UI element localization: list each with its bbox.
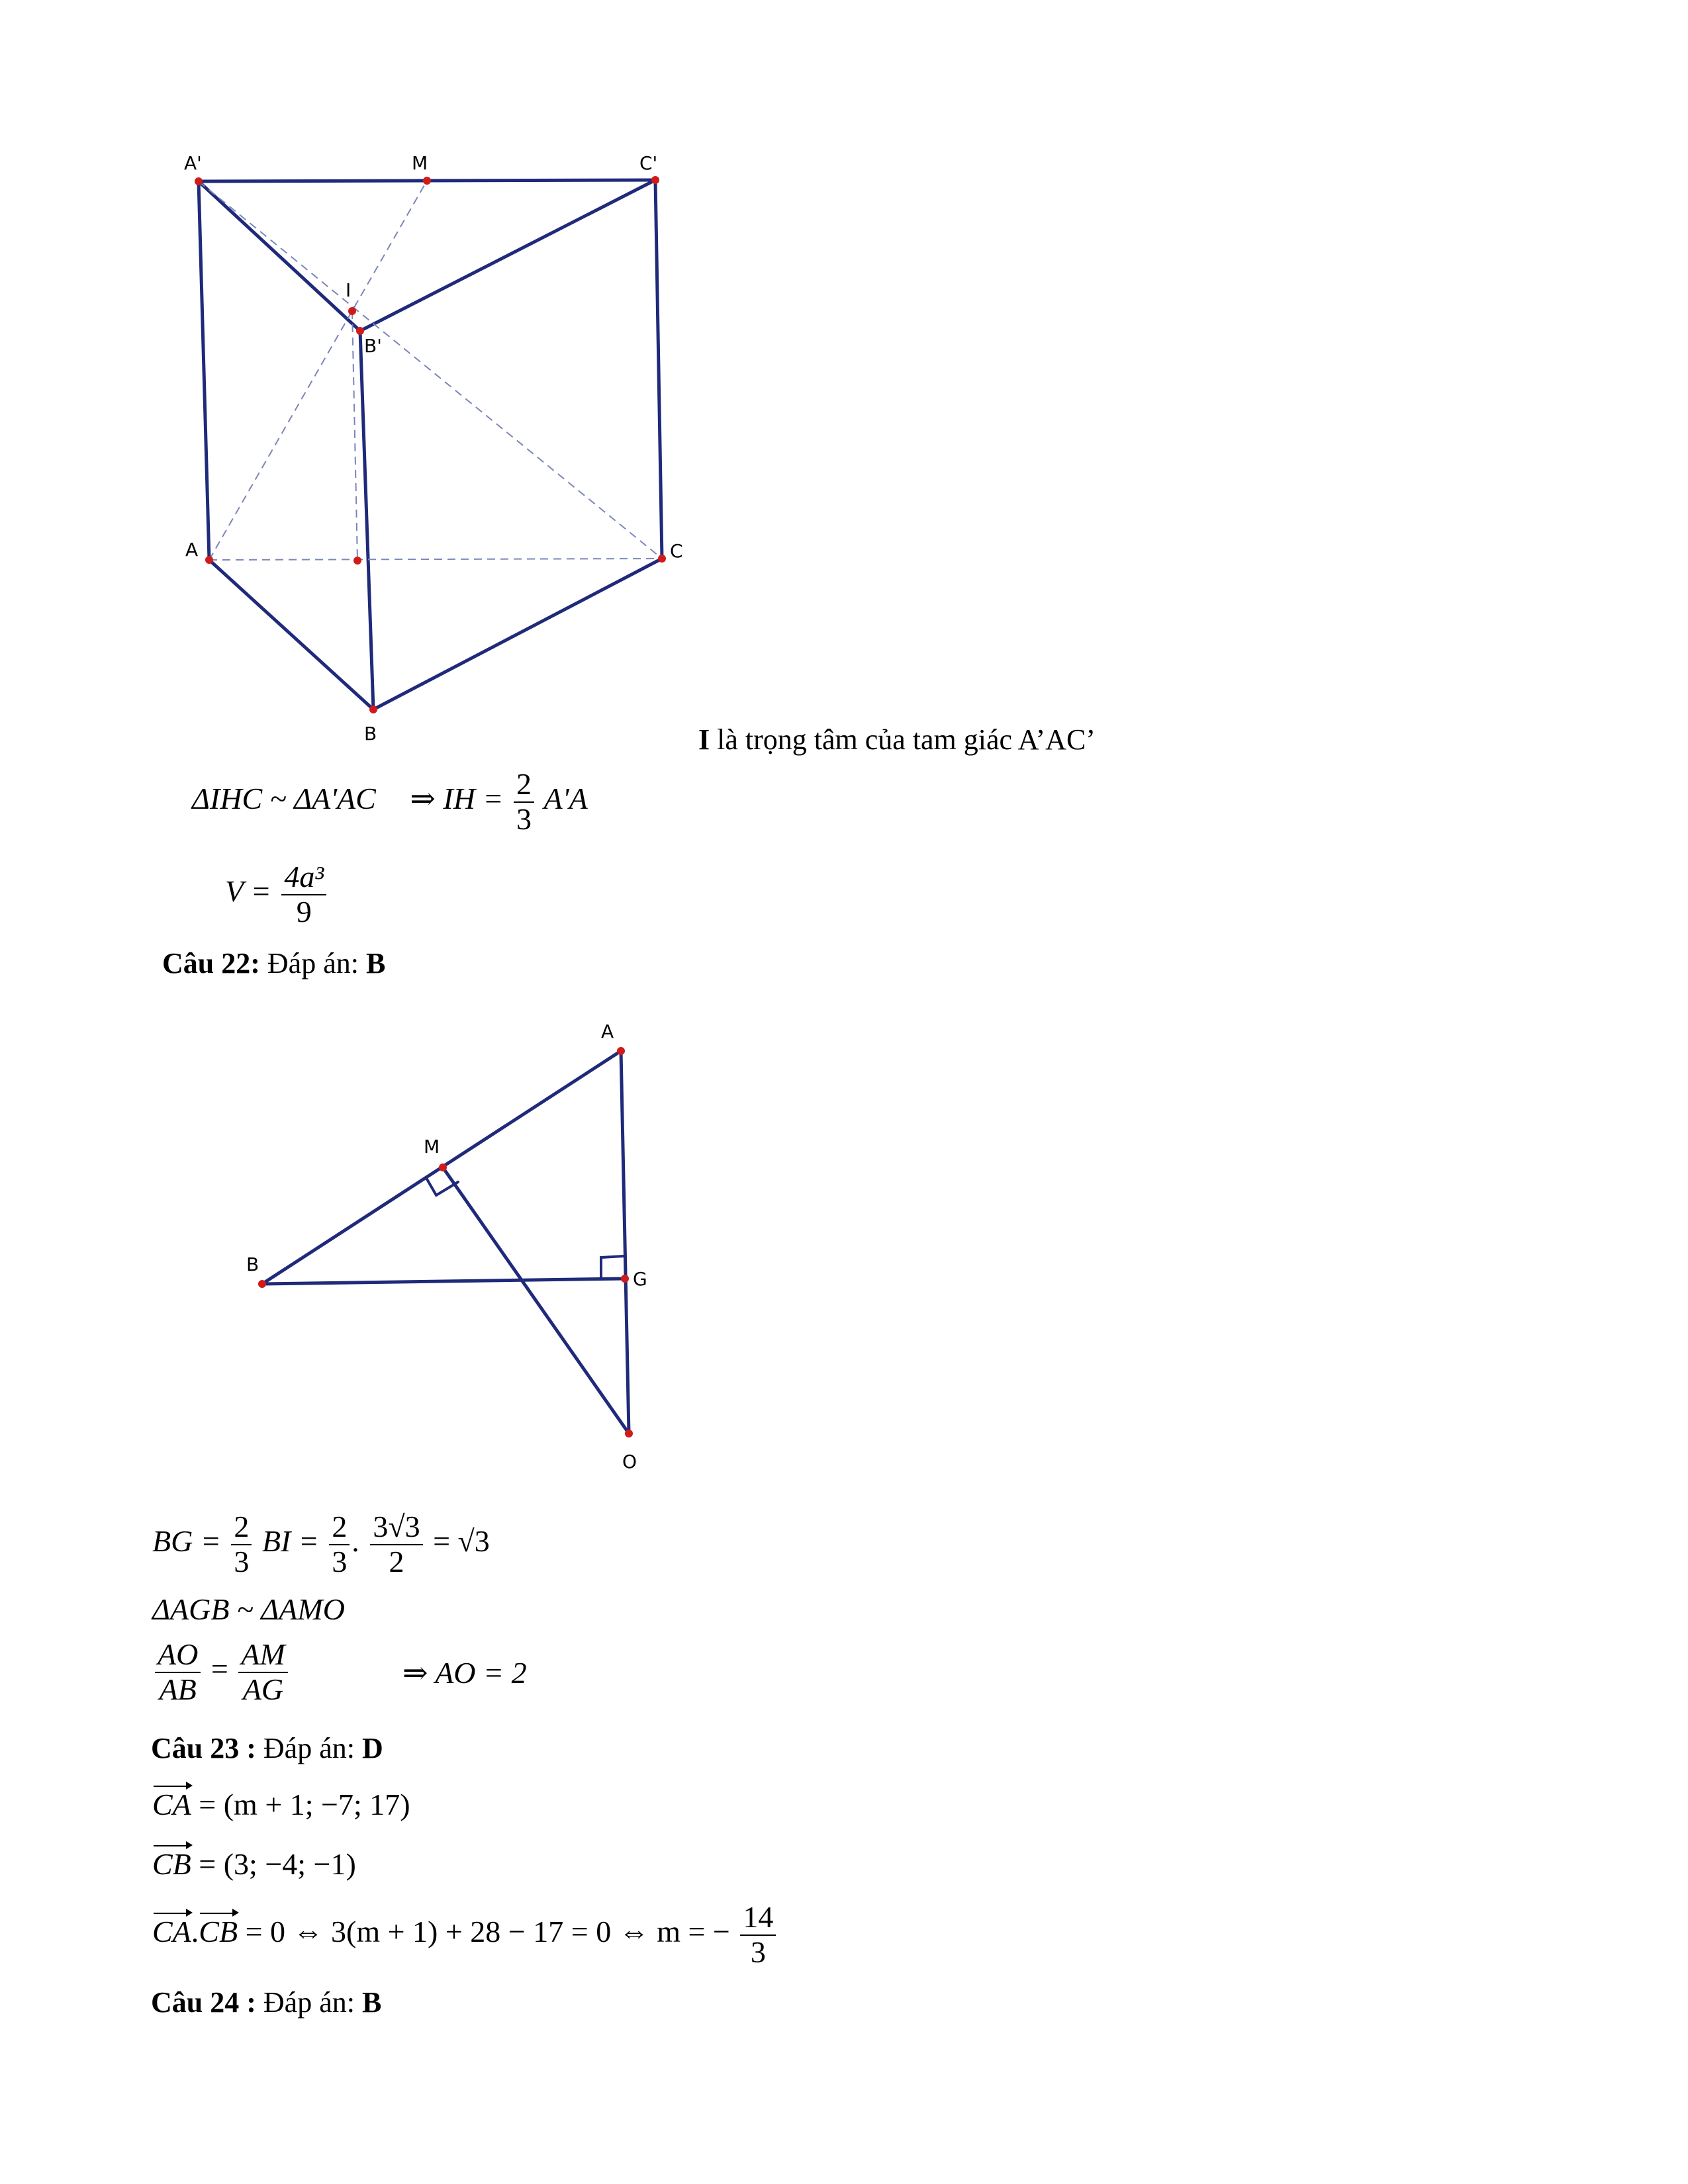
eq-cb [152,1846,356,1882]
label-m: M [412,152,428,174]
label-b: B [364,723,377,741]
eq-v-lhs: V = [225,874,271,909]
eq-ratio [152,1638,291,1706]
label-i: I [346,279,352,301]
eq-bg-lhs: BG = [152,1524,221,1559]
eq-ratio-eq: = [211,1652,228,1686]
point-o2 [625,1430,633,1437]
label-a2: A [601,1021,614,1042]
eq-ihc-left: ΔIHC ~ ΔA'AC [192,782,376,816]
question-23 [151,1731,383,1765]
eq-bg-frac2: $\frac{2}{3}$ [329,1510,350,1578]
eq-bg-mid: BI = [261,1524,319,1559]
point-a2 [617,1047,625,1055]
eq-ihc-arrow: ⇒ [410,782,436,816]
eq-ratio-frac2: $\frac{AM}{AG}$ [238,1638,287,1706]
q23-label: Câu 23 : [151,1732,256,1764]
label-b1: B' [364,335,382,357]
eq-ca-vec: CA [152,1788,191,1821]
eq-dot-vec1: CA [152,1915,191,1949]
eq-ihc-frac: $\frac{2}{3}$ [514,768,534,836]
eq-ihc [192,768,588,836]
point-b2 [258,1280,266,1288]
eq-ihc-lhs: IH = [443,782,504,816]
dashed-a-c [209,559,662,560]
point-b1 [356,327,364,335]
label-c: C [670,540,683,562]
point-a [205,556,213,564]
q24-label: Câu 24 : [151,1986,256,2019]
label-g2: G [633,1268,647,1290]
eq-ratio-frac1: $\frac{AO}{AB}$ [155,1638,201,1706]
q23-answer: D [361,1732,383,1764]
question-22 [162,946,385,980]
edge-a-b [209,560,373,709]
label-c1: C' [639,152,658,174]
eq-dot-vec2: CB [199,1915,238,1949]
label-a: A [185,539,199,561]
point-h [353,557,361,565]
point-m [423,177,431,185]
edge-b1-c1 [360,180,655,331]
eq-ihc-rhs: A'A [543,782,588,816]
label-m2: M [424,1136,440,1158]
point-a1 [195,177,203,185]
point-g2 [621,1275,629,1283]
q22-mid: Đáp án: [259,947,366,979]
label-o2: O [622,1451,637,1473]
eq-v [225,860,329,929]
centroid-note-bold: I [698,723,710,756]
eq-cb-vec: CB [152,1847,191,1881]
eq-similar: ΔAGB ~ ΔAMO [152,1592,345,1626]
label-b2: B [246,1253,259,1275]
dashed-i-h [352,311,357,561]
edge-m-o [443,1167,629,1433]
eq-bg-rhs: = √3 [433,1524,490,1559]
edge-b-c [373,559,662,709]
eq-bg-frac1: $\frac{2}{3}$ [231,1510,252,1578]
point-c [658,555,666,563]
eq-dot-frac: $\frac{14}{3}$ [740,1901,776,1969]
eq-ratio-result: ⇒ AO = 2 [402,1656,527,1690]
edge-c1-c [655,180,662,559]
question-24 [151,1985,381,2019]
centroid-note-text: là trọng tâm của tam giác A’AC’ [710,723,1096,756]
q23-mid: Đáp án: [256,1732,362,1764]
q24-answer: B [361,1986,382,2019]
prism-figure [172,146,715,741]
edge-a1-a [199,181,209,560]
eq-ca-rest: = (m + 1; −7; 17) [199,1788,410,1821]
edge-a1-b1 [199,181,360,331]
eq-bg: BG = $\frac{2}{3}$ BI = $\frac{2}{3}$ . $\frac{3√3}{2}$ = √3 [152,1510,490,1578]
eq-dot [152,1901,778,1969]
eq-dot-dot: . [191,1915,199,1949]
eq-dot-rest: = 0 ⇔ 3(m + 1) + 28 − 17 = 0 ⇔ m = − [245,1915,730,1949]
point-i [348,307,356,315]
q22-answer: B [365,947,386,979]
q24-mid: Đáp án: [256,1986,362,2019]
eq-v-frac: $\frac{\text{4a³}}{9}$ [281,860,326,929]
q22-label: Câu 22: [162,947,260,979]
dashed-a1-c [199,181,662,559]
edge-a-o [621,1051,629,1433]
edge-b1-b [360,331,373,709]
point-b [369,705,377,713]
label-a1: A' [184,152,202,174]
eq-bg-frac3: $\frac{3√3}{2}$ [370,1510,422,1578]
eq-ca [152,1787,410,1822]
point-c1 [651,176,659,184]
edge-b-g [262,1279,625,1284]
point-m2 [439,1163,447,1171]
eq-cb-rest: = (3; −4; −1) [199,1847,356,1881]
centroid-note [698,723,1096,756]
dashed-a-m [209,181,427,560]
triangle-figure [238,1006,675,1482]
right-angle-g [601,1256,624,1279]
